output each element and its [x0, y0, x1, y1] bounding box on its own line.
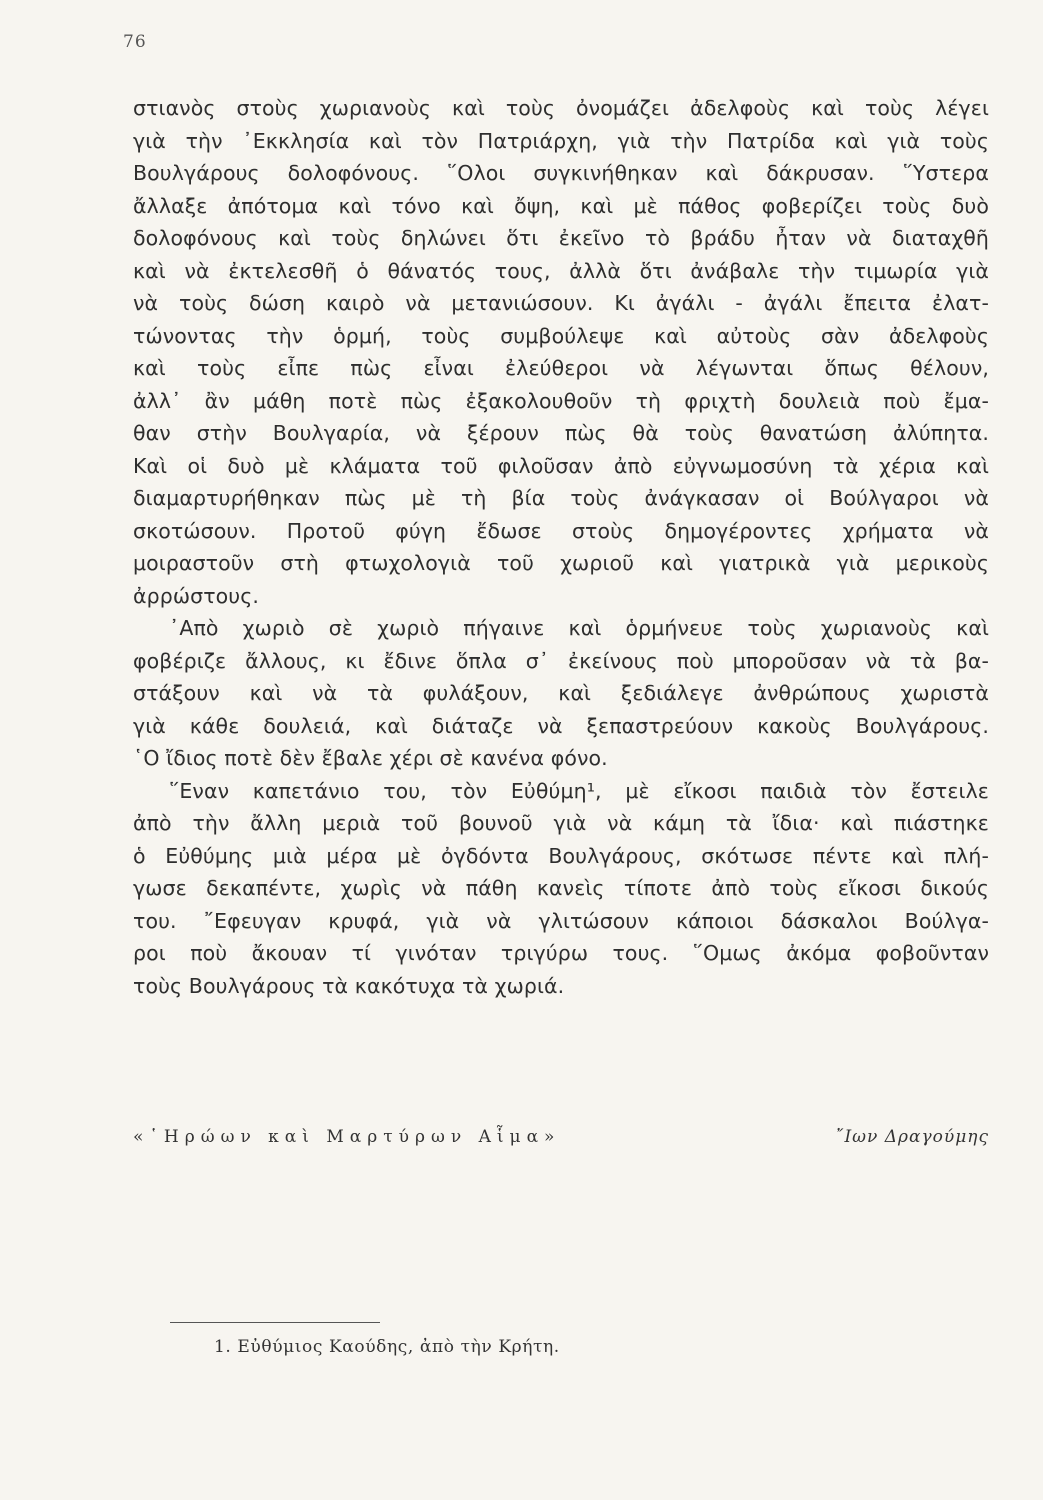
- text-line: τώνοντας τὴν ὁρμή, τοὺς συμβούλεψε καὶ αὐτοὺς σὰν ἀδελφοὺς: [133, 323, 989, 348]
- text-line: γωσε δεκαπέντε, χωρὶς νὰ πάθη κανεὶς τίποτε ἀπὸ τοὺς εἴκοσι δικούς: [133, 876, 989, 900]
- footnote-divider: [170, 1322, 380, 1323]
- text-line: δολοφόνους καὶ τοὺς δηλώνει ὅτι ἐκεῖνο τὸ βράδυ ἦταν νὰ διαταχθῆ: [133, 226, 989, 250]
- text-line: ῾Ο ἴδιος ποτὲ δὲν ἔβαλε χέρι σὲ κανένα φόνο.: [133, 746, 608, 770]
- text-line: Καὶ οἱ δυὸ μὲ κλάματα τοῦ φιλοῦσαν ἀπὸ εὐγνωμοσύνη τὰ χέρια καὶ: [133, 453, 989, 478]
- attribution-source: «῾Ηρώων καὶ Μαρτύρων Αἷμα»: [133, 1127, 561, 1147]
- text-line: γιὰ κάθε δουλειά, καὶ διάταζε νὰ ξεπαστρεύουν κακοὺς Βουλγάρους.: [133, 713, 989, 738]
- text-line: μοιραστοῦν στὴ φτωχολογιὰ τοῦ χωριοῦ καὶ γιατρικὰ γιὰ μερικοὺς: [133, 551, 989, 575]
- text-line: ἀπὸ τὴν ἄλλη μεριὰ τοῦ βουνοῦ γιὰ νὰ κάμη τὰ ἴδια· καὶ πιάστηκε: [133, 811, 989, 835]
- text-line: τοὺς Βουλγάρους τὰ κακότυχα τὰ χωριά.: [133, 973, 565, 998]
- text-line: σκοτώσουν. Προτοῦ φύγη ἔδωσε στοὺς δημογέροντες χρήματα νὰ: [133, 518, 989, 543]
- text-line: ῞Εναν καπετάνιο του, τὸν Εὐθύμη¹, μὲ εἴκοσι παιδιὰ τὸν ἔστειλε: [169, 778, 989, 803]
- text-line: καὶ νὰ ἐκτελεσθῆ ὁ θάνατός τους, ἀλλὰ ὅτι ἀνάβαλε τὴν τιμωρία γιὰ: [133, 258, 989, 283]
- text-line: Βουλγάρους δολοφόνους. ῞Ολοι συγκινήθηκαν καὶ δάκρυσαν. ῞Υστερα: [133, 161, 989, 185]
- attribution: [133, 1127, 989, 1155]
- text-line: ροι ποὺ ἄκουαν τί γινόταν τριγύρω τους. ῞Ομως ἀκόμα φοβοῦνταν: [133, 941, 989, 965]
- text-line: στάξουν καὶ νὰ τὰ φυλάξουν, καὶ ξεδιάλεγε ἀνθρώπους χωριστὰ: [133, 681, 989, 705]
- text-line: ἀλλ᾿ ἂν μάθη ποτὲ πὼς ἐξακολουθοῦν τὴ φριχτὴ δουλειὰ ποὺ ἔμα-: [133, 388, 989, 413]
- text-line: διαμαρτυρήθηκαν πὼς μὲ τὴ βία τοὺς ἀνάγκασαν οἱ Βούλγαροι νὰ: [133, 486, 989, 510]
- footnote: 1. Εὐθύμιος Καούδης, ἀπὸ τὴν Κρήτη.: [214, 1337, 560, 1357]
- attribution-author: ῎Ιων Δραγούμης: [834, 1127, 989, 1147]
- text-line: νὰ τοὺς δώση καιρὸ νὰ μετανιώσουν. Κι ἀγάλι - ἀγάλι ἔπειτα ἐλατ-: [133, 291, 989, 315]
- text-line: στιανὸς στοὺς χωριανοὺς καὶ τοὺς ὀνομάζει ἀδελφοὺς καὶ τοὺς λέγει: [133, 96, 989, 120]
- text-line: ἄλλαξε ἀπότομα καὶ τόνο καὶ ὄψη, καὶ μὲ πάθος φοβερίζει τοὺς δυὸ: [133, 193, 989, 218]
- body-text: [133, 92, 989, 1002]
- text-line: θαν στὴν Βουλγαρία, νὰ ξέρουν πὼς θὰ τοὺς θανατώση ἀλύπητα.: [133, 421, 989, 445]
- text-line: καὶ τοὺς εἶπε πὼς εἶναι ἐλεύθεροι νὰ λέγωνται ὅπως θέλουν,: [133, 356, 989, 380]
- text-line: ᾿Απὸ χωριὸ σὲ χωριὸ πήγαινε καὶ ὁρμήνευε τοὺς χωριανοὺς καὶ: [169, 616, 989, 640]
- page-number: 76: [123, 32, 147, 52]
- text-line: φοβέριζε ἄλλους, κι ἔδινε ὅπλα σ᾿ ἐκείνους ποὺ μποροῦσαν νὰ τὰ βα-: [133, 648, 989, 673]
- text-line: ὁ Εὐθύμης μιὰ μέρα μὲ ὀγδόντα Βουλγάρους, σκότωσε πέντε καὶ πλή-: [133, 843, 989, 868]
- text-line: ἀρρώστους.: [133, 583, 259, 608]
- text-line: γιὰ τὴν ᾿Εκκλησία καὶ τὸν Πατριάρχη, γιὰ τὴν Πατρίδα καὶ γιὰ τοὺς: [133, 128, 989, 153]
- text-line: του. ῎Εφευγαν κρυφά, γιὰ νὰ γλιτώσουν κάποιοι δάσκαλοι Βούλγα-: [133, 908, 989, 933]
